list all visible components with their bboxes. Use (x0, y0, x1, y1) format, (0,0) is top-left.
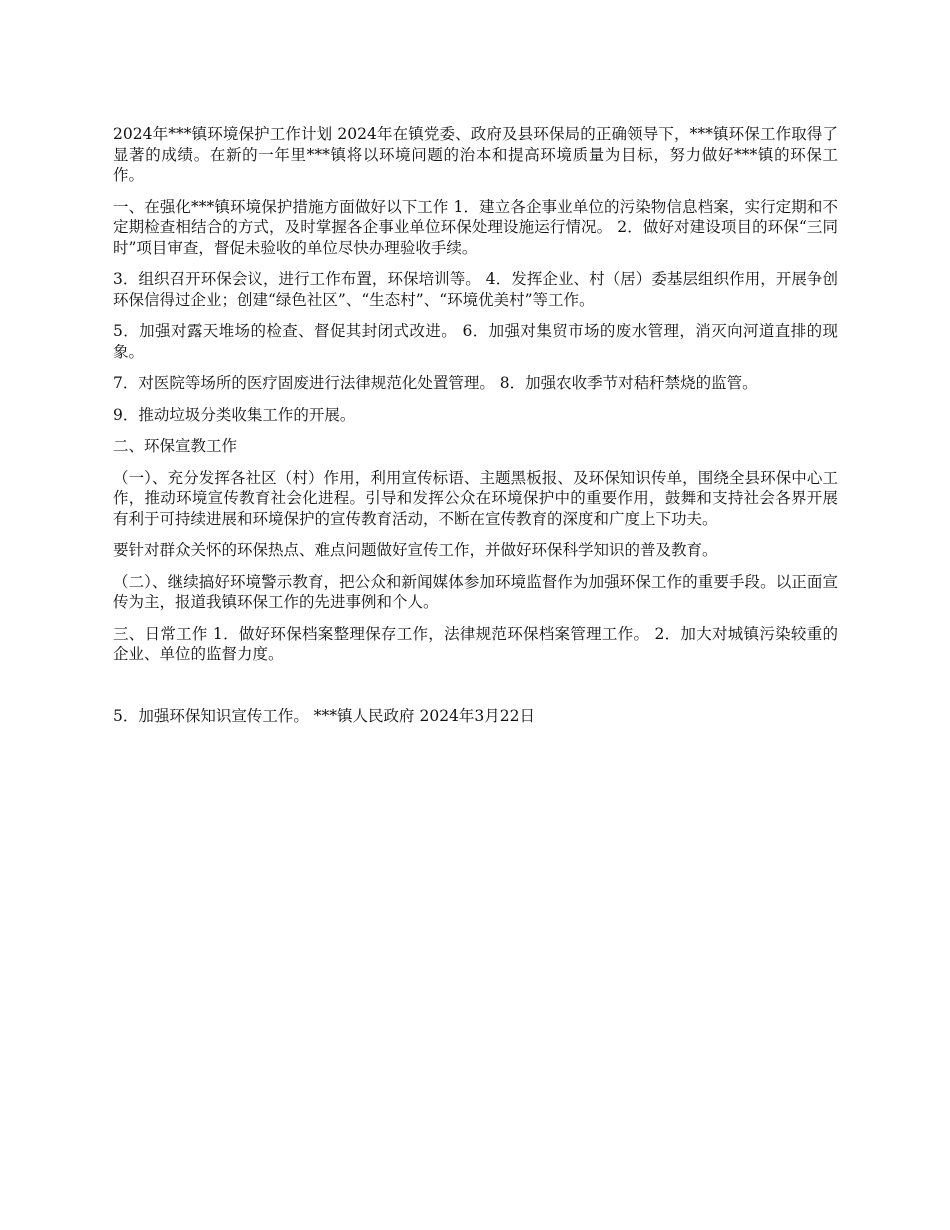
section-two-part-one: （一）、充分发挥各社区（村）作用，利用宣传标语、主题黑板报、及环保知识传单，围绕全县环保中心工作，推动环境宣传教育社会化进程。引导和发挥公众在环境保护中的重要作用，鼓舞和支持社会各界开展有利于可持续进展和环境保护的宣传教育活动，不断在宣传教育的深度和广度上下功夫。 (113, 468, 838, 528)
closing-signature: 5．加强环保知识宣传工作。 ***镇人民政府 2024年3月22日 (113, 706, 535, 725)
items-5-6-paragraph: 5．加强对露天堆场的检查、督促其封闭式改进。 6．加强对集贸市场的废水管理，消灭向河道直排的现象。 (113, 322, 838, 361)
items-3-4-paragraph: 3．组织召开环保会议，进行工作布置，环保培训等。 4．发挥企业、村（居）委基层组织作用，开展争创环保信得过企业；创建“绿色社区”、“生态村”、“环境优美村”等工作。 (113, 270, 838, 309)
section-two-heading: 二、环保宣教工作 (113, 437, 238, 455)
item-9-paragraph: 9．推动垃圾分类收集工作的开展。 (113, 405, 356, 424)
section-one-paragraph: 一、在强化***镇环境保护措施方面做好以下工作 1．建立各企事业单位的污染物信息档案，实行定期和不定期检查相结合的方式，及时掌握各企事业单位环保处理设施运行情况。 2．做好对建设项目的环保“三同时”项目审查，督促未验收的单位尽快办理验收手续。 (113, 197, 838, 257)
section-three-paragraph: 三、日常工作 1．做好环保档案整理保存工作，法律规范环保档案管理工作。 2．加大对城镇污染较重的企业、单位的监督力度。 (113, 624, 838, 663)
section-two-part-two: （二）、继续搞好环境警示教育，把公众和新闻媒体参加环境监督作为加强环保工作的重要手段。以正面宣传为主，报道我镇环保工作的先进事例和个人。 (113, 572, 838, 611)
blank-gap (113, 676, 838, 706)
items-7-8-paragraph: 7．对医院等场所的医疗固废进行法律规范化处置管理。 8．加强农收季节对秸秆禁烧的监管。 (113, 374, 758, 392)
section-two-hotspots: 要针对群众关怀的环保热点、难点问题做好宣传工作，并做好环保科学知识的普及教育。 (113, 541, 718, 559)
document-body (113, 124, 838, 737)
intro-paragraph: 2024年***镇环境保护工作计划 2024年在镇党委、政府及县环保局的正确领导下，***镇环保工作取得了显著的成绩。在新的一年里***镇将以环境问题的治本和提高环境质量为目标，努力做好***镇的环保工作。 (113, 125, 838, 184)
